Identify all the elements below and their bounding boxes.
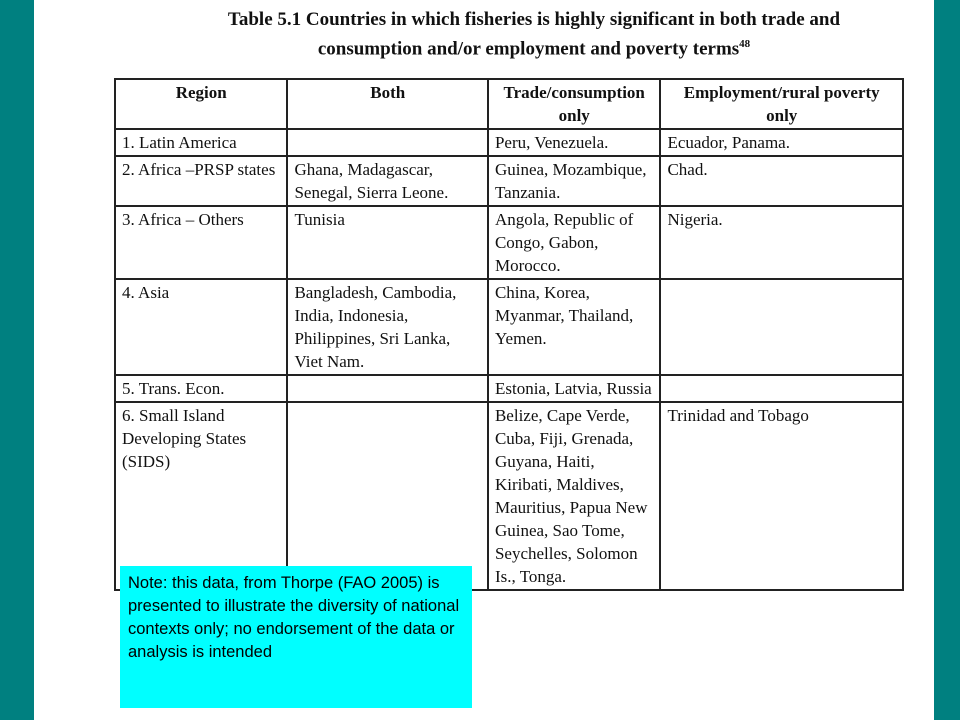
title-footnote: 48 [739, 38, 751, 50]
cell-region: 2. Africa –PRSP states [115, 156, 287, 206]
cell-trade: Guinea, Mozambique, Tanzania. [488, 156, 660, 206]
cell-region: 1. Latin America [115, 129, 287, 156]
disclaimer-note: Note: this data, from Thorpe (FAO 2005) is presented to illustrate the diversity of national contexts only; no endorsement of the data or analysis is intended [120, 566, 472, 708]
header-both: Both [287, 79, 488, 129]
cell-employment: Ecuador, Panama. [660, 129, 903, 156]
cell-both [287, 375, 488, 402]
cell-employment: Trinidad and Tobago [660, 402, 903, 590]
table-row [115, 156, 903, 206]
table-row [115, 375, 903, 402]
table-row [115, 402, 903, 590]
title-line-1: Table 5.1 Countries in which fisheries is highly significant in both trade and [227, 9, 841, 30]
cell-trade: Peru, Venezuela. [488, 129, 660, 156]
cell-trade: Angola, Republic of Congo, Gabon, Morocco. [488, 206, 660, 279]
cell-employment: Chad. [660, 156, 903, 206]
header-trade-consumption: Trade/consumption only [488, 79, 660, 129]
fisheries-table [114, 78, 904, 591]
cell-both: Ghana, Madagascar, Senegal, Sierra Leone. [287, 156, 488, 206]
cell-both [287, 402, 488, 590]
title-line-2: consumption and/or employment and poverty terms [317, 38, 740, 60]
cell-employment: Nigeria. [660, 206, 903, 279]
cell-region: 5. Trans. Econ. [115, 375, 287, 402]
cell-employment [660, 375, 903, 402]
table-row [115, 279, 903, 375]
cell-region: 6. Small Island Developing States (SIDS) [115, 402, 287, 590]
header-region: Region [115, 79, 287, 129]
cell-trade: Belize, Cape Verde, Cuba, Fiji, Grenada, Guyana, Haiti, Kiribati, Maldives, Mauritius, Papua New Guinea, Sao Tome, Seychelles, Solomon Is., Tonga. [488, 402, 660, 590]
cell-trade: China, Korea, Myanmar, Thailand, Yemen. [488, 279, 660, 375]
table-row [115, 206, 903, 279]
cell-both: Bangladesh, Cambodia, India, Indonesia, Philippines, Sri Lanka, Viet Nam. [287, 279, 488, 375]
table-row [115, 129, 903, 156]
cell-region: 4. Asia [115, 279, 287, 375]
cell-region: 3. Africa – Others [115, 206, 287, 279]
table-title [174, 8, 894, 61]
table-header-row [115, 79, 903, 129]
cell-both [287, 129, 488, 156]
cell-trade: Estonia, Latvia, Russia [488, 375, 660, 402]
cell-both: Tunisia [287, 206, 488, 279]
cell-employment [660, 279, 903, 375]
header-employment-poverty: Employment/rural poverty only [660, 79, 903, 129]
